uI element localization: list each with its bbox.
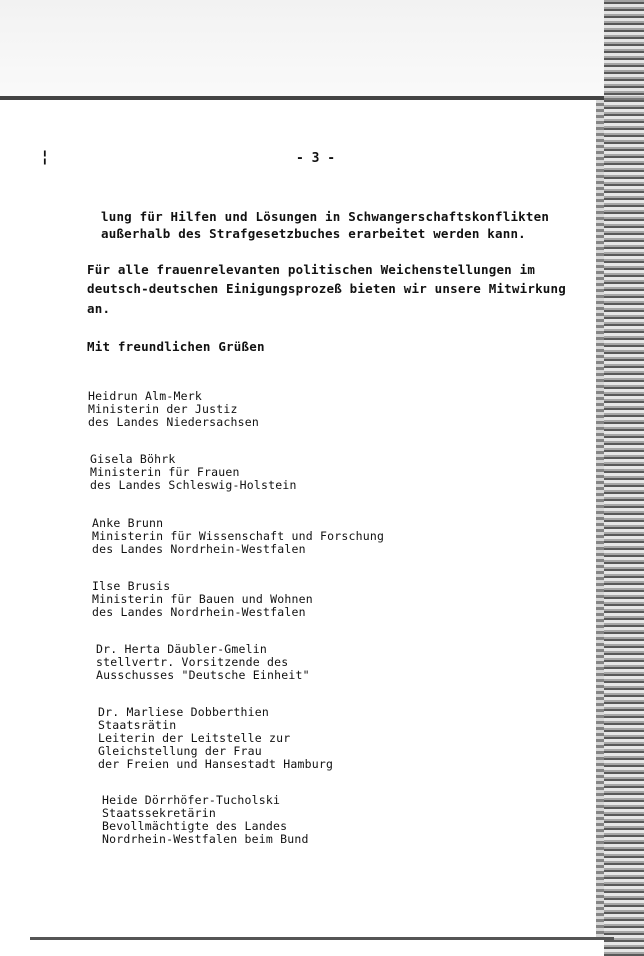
signatory-2-line-3: des Landes Schleswig-Holstein [90,478,297,492]
signatory-7-line-2: Staatssekretärin [102,806,216,820]
page-number: - 3 - [296,151,336,166]
paragraph-1-line-2: außerhalb des Strafgesetzbuches erarbeitet werden kann. [101,226,526,241]
scan-bottom-edge [30,937,614,940]
closing-salutation: Mit freundlichen Grüßen [87,339,265,354]
scan-top-strip [0,0,644,100]
signatory-6-line-5: der Freien und Hansestadt Hamburg [98,757,334,771]
signatory-5-line-2: stellvertr. Vorsitzende des [96,655,289,669]
signatory-1-line-2: Ministerin der Justiz [88,402,238,416]
signatory-6-line-3: Leiterin der Leitstelle zur [98,731,291,745]
paragraph-2-line-1: Für alle frauenrelevanten politischen Weichenstellungen im [87,262,536,277]
punch-mark: ¦ [40,147,50,166]
signatory-6-line-2: Staatsrätin [98,718,177,732]
paragraph-2-line-3: an. [87,301,111,316]
signatory-5-line-3: Ausschusses "Deutsche Einheit" [96,668,310,682]
signatory-4-line-2: Ministerin für Bauen und Wohnen [92,592,313,606]
signatory-6-line-4: Gleichstellung der Frau [98,744,262,758]
paragraph-1-line-1: lung für Hilfen und Lösungen in Schwangerschaftskonflikten [101,209,550,224]
signatory-2-name: Gisela Böhrk [90,452,176,466]
signatory-3-name: Anke Brunn [92,516,164,530]
signatory-3-line-3: des Landes Nordrhein-Westfalen [92,542,306,556]
signatory-3-line-2: Ministerin für Wissenschaft und Forschung [92,529,385,543]
scan-page-edge-shadow [596,100,604,940]
signatory-2-line-2: Ministerin für Frauen [90,465,240,479]
signatory-1-name: Heidrun Alm-Merk [88,389,202,403]
signatory-6-name: Dr. Marliese Dobberthien [98,705,269,719]
signatory-7-name: Heide Dörrhöfer-Tucholski [102,793,281,807]
signatory-5-name: Dr. Herta Däubler-Gmelin [96,642,267,656]
signatory-7-line-4: Nordrhein-Westfalen beim Bund [102,832,309,846]
paragraph-2-line-2: deutsch-deutschen Einigungsprozeß bieten wir unsere Mitwirkung [87,281,566,296]
signatory-1-line-3: des Landes Niedersachsen [88,415,259,429]
scan-right-edge [604,0,644,956]
signatory-7-line-3: Bevollmächtigte des Landes [102,819,288,833]
signatory-4-line-3: des Landes Nordrhein-Westfalen [92,605,306,619]
signatory-4-name: Ilse Brusis [92,579,171,593]
